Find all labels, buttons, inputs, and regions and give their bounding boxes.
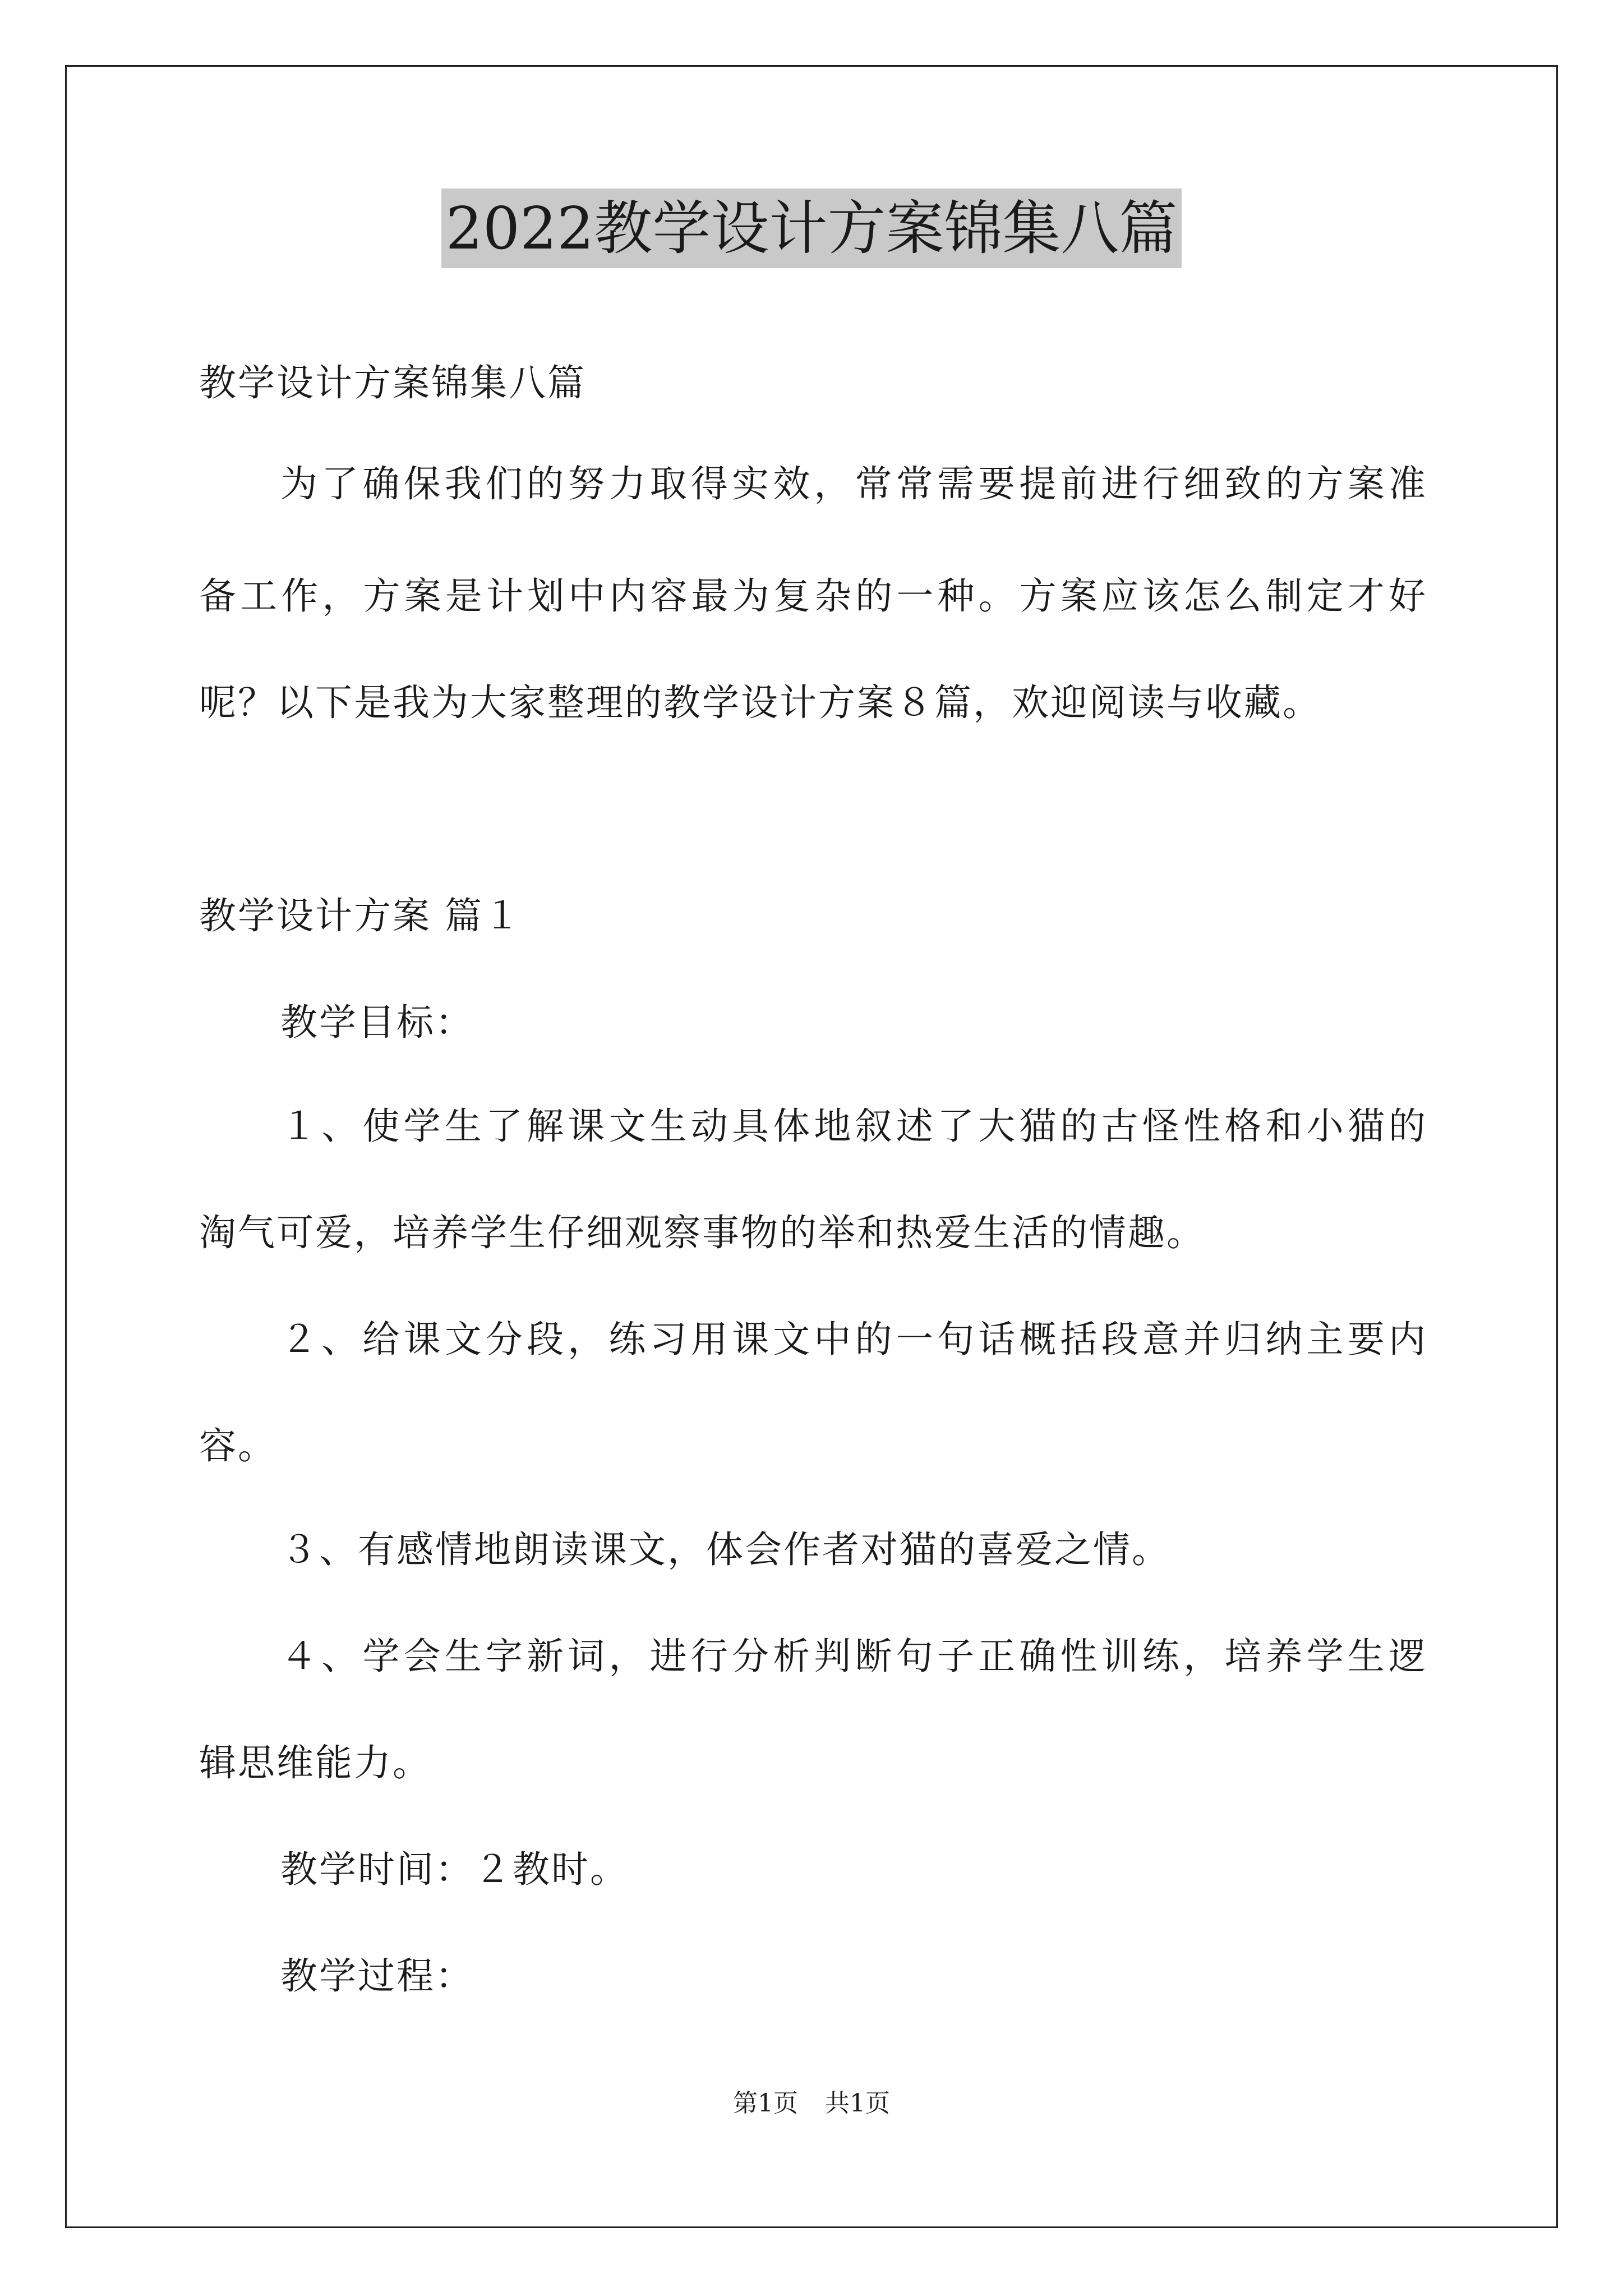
goal-4-line-2: 辑思维能力。 bbox=[199, 1741, 431, 1784]
document-title-text: 2022教学设计方案锦集八篇 bbox=[441, 188, 1182, 268]
goal-2-line-2: 容。 bbox=[199, 1424, 276, 1467]
intro-line-3: 呢？以下是我为大家整理的教学设计方案８篇，欢迎阅读与收藏。 bbox=[199, 681, 1321, 724]
goal-1-line-1: １、使学生了解课文生动具体地叙述了大猫的古怪性格和小猫的 bbox=[280, 1105, 1427, 1148]
teaching-time: 教学时间：２教时。 bbox=[280, 1848, 629, 1891]
section-heading: 教学设计方案 篇１ bbox=[199, 894, 522, 937]
intro-line-2: 备工作，方案是计划中内容最为复杂的一种。方案应该怎么制定才好 bbox=[199, 574, 1427, 618]
page-number: 第1页 bbox=[733, 2089, 798, 2118]
document-subtitle: 教学设计方案锦集八篇 bbox=[199, 361, 586, 404]
teaching-process-label: 教学过程： bbox=[280, 1954, 474, 1998]
goal-3: ３、有感情地朗读课文，体会作者对猫的喜爱之情。 bbox=[280, 1528, 1170, 1571]
page-total: 共1页 bbox=[825, 2089, 890, 2118]
intro-line-1: 为了确保我们的努力取得实效，常常需要提前进行细致的方案准 bbox=[280, 462, 1427, 505]
document-title bbox=[0, 194, 1623, 263]
goal-1-line-2: 淘气可爱，培养学生仔细观察事物的举和热爱生活的情趣。 bbox=[199, 1211, 1205, 1254]
goal-4-line-1: ４、学会生字新词，进行分析判断句子正确性训练，培养学生逻 bbox=[280, 1635, 1427, 1678]
page-footer bbox=[0, 2091, 1623, 2116]
goal-2-line-1: ２、给课文分段，练习用课文中的一句话概括段意并归纳主要内 bbox=[280, 1318, 1427, 1361]
goals-label: 教学目标： bbox=[280, 1001, 474, 1044]
